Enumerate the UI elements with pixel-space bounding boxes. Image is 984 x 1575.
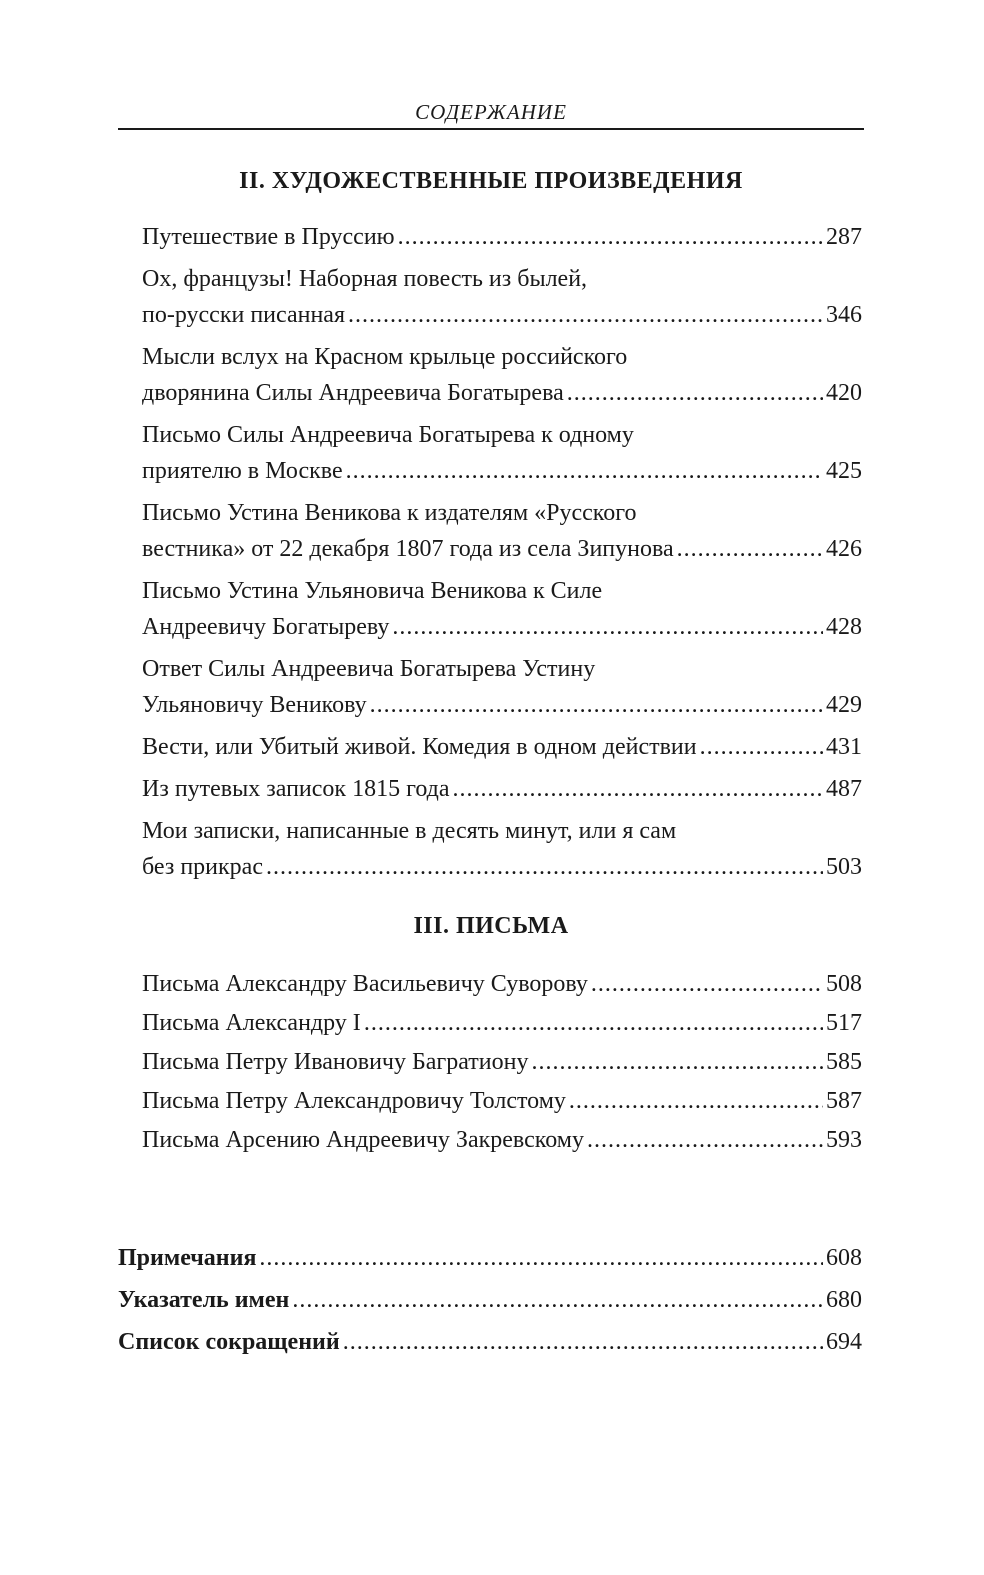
entry-title: Список сокращений: [118, 1329, 340, 1355]
toc-section-3: [142, 966, 862, 1161]
page-number: 508: [826, 971, 862, 997]
dot-leader: [398, 219, 823, 255]
page-number: 425: [826, 458, 862, 484]
toc-entry-notes[interactable]: [118, 1240, 862, 1276]
page-number: 694: [826, 1329, 862, 1355]
toc-entry[interactable]: [142, 219, 862, 255]
page-number: 429: [826, 692, 862, 718]
entry-title: Письма Арсению Андреевичу Закревскому: [142, 1127, 584, 1153]
section-title-2: II. ХУДОЖЕСТВЕННЫЕ ПРОИЗВЕДЕНИЯ: [239, 168, 743, 194]
entry-title: Примечания: [118, 1245, 257, 1271]
page-number: 431: [826, 734, 862, 760]
entry-title-line1: Ох, французы! Наборная повесть из былей,: [142, 266, 588, 292]
toc-entry[interactable]: [142, 495, 862, 567]
entry-title: Указатель имен: [118, 1287, 290, 1313]
dot-leader: [348, 297, 823, 333]
dot-leader: [587, 1122, 823, 1158]
dot-leader: [700, 729, 823, 765]
entry-title-line1: Мои записки, написанные в десять минут, или я сам: [142, 818, 677, 844]
entry-title: Андреевичу Богатыреву: [142, 614, 390, 640]
page-number: 346: [826, 302, 862, 328]
page-number: 287: [826, 224, 862, 250]
page-number: 426: [826, 536, 862, 562]
dot-leader: [677, 531, 823, 567]
toc-back-matter: [118, 1240, 862, 1366]
entry-title-line1: Мысли вслух на Красном крыльце российского: [142, 344, 628, 370]
dot-leader: [364, 1005, 823, 1041]
entry-title: приятелю в Москве: [142, 458, 343, 484]
dot-leader: [292, 1282, 823, 1318]
entry-title: дворянина Силы Андреевича Богатырева: [142, 380, 564, 406]
dot-leader: [591, 966, 823, 1002]
section-title-3: III. ПИСЬМА: [413, 913, 569, 939]
entry-title: Ульяновичу Веникову: [142, 692, 367, 718]
entry-title: Из путевых записок 1815 года: [142, 776, 450, 802]
toc-entry[interactable]: [142, 729, 862, 765]
toc-entry[interactable]: [142, 1044, 862, 1080]
page-number: 517: [826, 1010, 862, 1036]
page-number: 503: [826, 854, 862, 880]
dot-leader: [343, 1324, 823, 1360]
page-number: 420: [826, 380, 862, 406]
entry-title: без прикрас: [142, 854, 263, 880]
dot-leader: [346, 453, 823, 489]
toc-entry[interactable]: [142, 339, 862, 411]
toc-entry[interactable]: [142, 1083, 862, 1119]
entry-title: Письма Петру Александровичу Толстому: [142, 1088, 566, 1114]
page-number: 680: [826, 1287, 862, 1313]
page-number: 593: [826, 1127, 862, 1153]
entry-title: вестника» от 22 декабря 1807 года из села Зипунова: [142, 536, 674, 562]
entry-title: Письма Петру Ивановичу Багратиону: [142, 1049, 529, 1075]
dot-leader: [392, 609, 823, 645]
toc-entry[interactable]: [142, 966, 862, 1002]
entry-title: Путешествие в Пруссию: [142, 224, 395, 250]
dot-leader: [370, 687, 823, 723]
dot-leader: [567, 375, 823, 411]
dot-leader: [266, 849, 823, 885]
header-rule: [118, 128, 864, 130]
toc-entry[interactable]: [142, 261, 862, 333]
page-number: 487: [826, 776, 862, 802]
page-number: 585: [826, 1049, 862, 1075]
dot-leader: [531, 1044, 823, 1080]
page-number: 428: [826, 614, 862, 640]
toc-entry[interactable]: [142, 771, 862, 807]
running-head: СОДЕРЖАНИЕ: [415, 100, 567, 124]
toc-entry[interactable]: [142, 1122, 862, 1158]
toc-entry[interactable]: [142, 573, 862, 645]
toc-section-2: [142, 219, 862, 891]
entry-title: Письма Александру I: [142, 1010, 361, 1036]
entry-title-line1: Письмо Устина Ульяновича Веникова к Силе: [142, 578, 603, 604]
entry-title-line1: Письмо Устина Веникова к издателям «Русского: [142, 500, 637, 526]
page-number: 587: [826, 1088, 862, 1114]
toc-entry-name-index[interactable]: [118, 1282, 862, 1318]
entry-title: Вести, или Убитый живой. Комедия в одном действии: [142, 734, 697, 760]
toc-entry[interactable]: [142, 1005, 862, 1041]
toc-entry[interactable]: [142, 417, 862, 489]
dot-leader: [453, 771, 824, 807]
entry-title-line1: Письмо Силы Андреевича Богатырева к одному: [142, 422, 634, 448]
entry-title: Письма Александру Васильевичу Суворову: [142, 971, 588, 997]
toc-entry-abbreviations[interactable]: [118, 1324, 862, 1360]
page-number: 608: [826, 1245, 862, 1271]
dot-leader: [259, 1240, 823, 1276]
entry-title-line1: Ответ Силы Андреевича Богатырева Устину: [142, 656, 596, 682]
entry-title: по-русски писанная: [142, 302, 345, 328]
toc-entry[interactable]: [142, 651, 862, 723]
dot-leader: [569, 1083, 823, 1119]
toc-entry[interactable]: [142, 813, 862, 885]
